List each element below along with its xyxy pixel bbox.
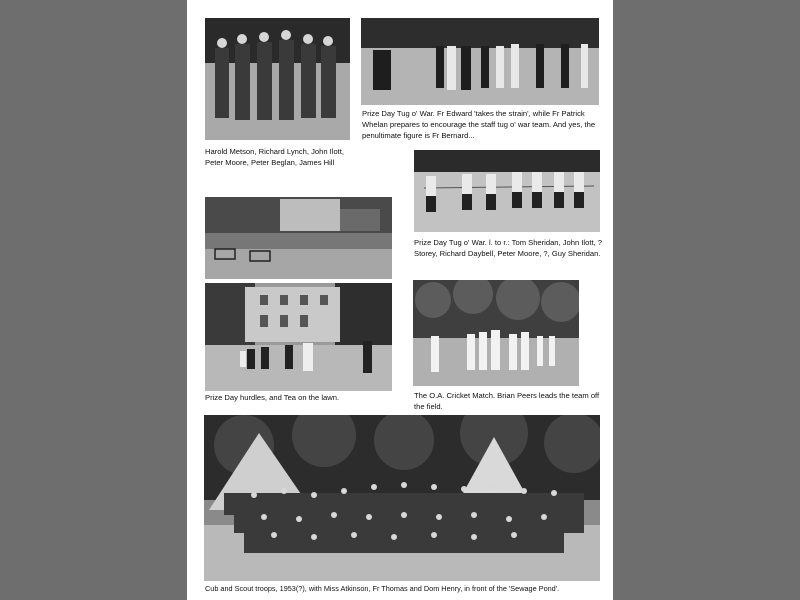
caption-cricket: The O.A. Cricket Match. Brian Peers leads the team off the field. bbox=[414, 391, 600, 411]
caption-hurdles-tea: Prize Day hurdles, and Tea on the lawn. bbox=[205, 393, 340, 402]
photo-scout-troops bbox=[204, 415, 600, 581]
caption-scouts: Cub and Scout troops, 1953(?), with Miss Atkinson, Fr Thomas and Dom Henry, in front of the 'Sewage Pond'. bbox=[205, 584, 560, 593]
scanned-page bbox=[187, 0, 613, 600]
photo-staff-tug-of-war bbox=[361, 18, 599, 105]
photo-boys-tug-of-war bbox=[414, 150, 600, 232]
photo-boys-row bbox=[205, 18, 350, 140]
caption-boys-tug-of-war: Prize Day Tug o' War. l. to r.: Tom Sheridan, John Ilott, ? Storey, Richard Daybell, Peter Moore, ?, Guy Sheridan. bbox=[414, 238, 603, 258]
caption-boys-row: Harold Metson, Richard Lynch, John Ilott, Peter Moore, Peter Beglan, James Hill bbox=[205, 147, 345, 167]
caption-staff-tug-of-war: Prize Day Tug o' War. Fr Edward 'takes the strain', while Fr Patrick Whelan prepares to encourage the staff tug o' war team. And yes, the penultimate figure is Fr Bernard... bbox=[362, 109, 596, 140]
photo-cricket-match bbox=[413, 280, 579, 386]
photo-tea-on-lawn bbox=[205, 283, 392, 391]
photo-prize-day-hurdles bbox=[205, 197, 392, 279]
